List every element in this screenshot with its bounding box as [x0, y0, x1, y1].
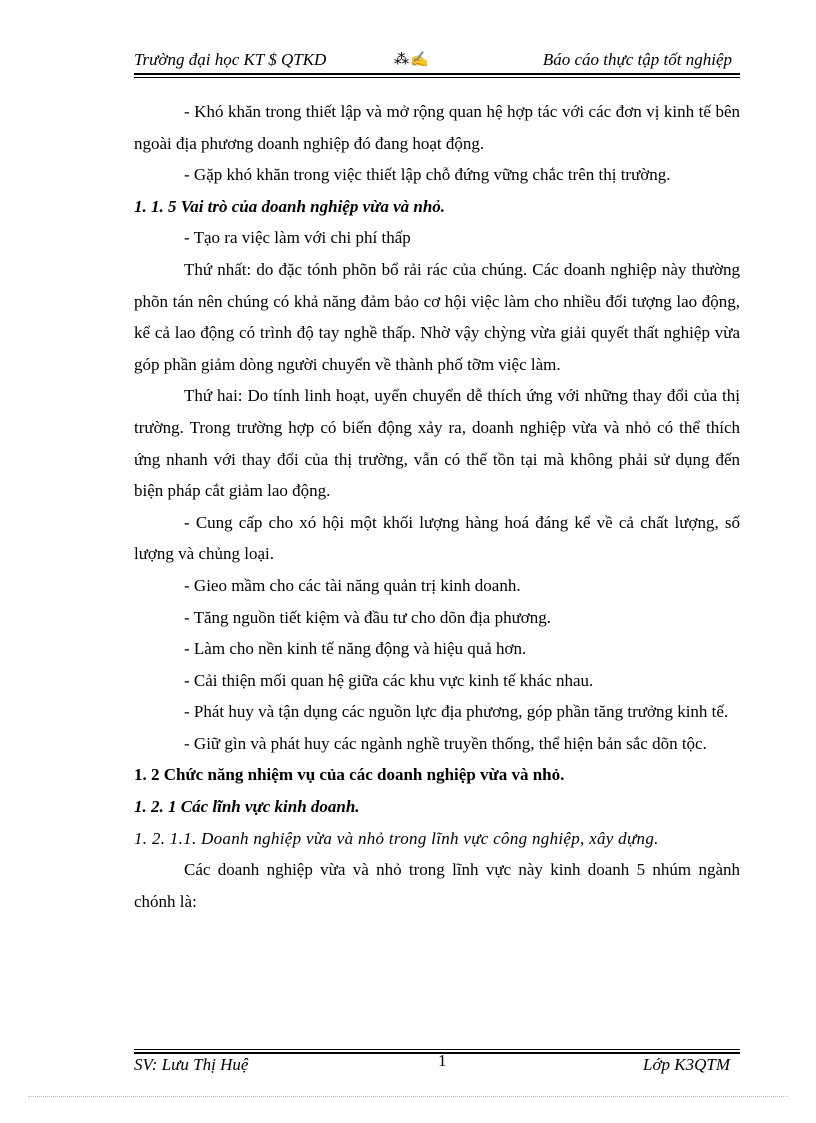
paragraph: - Làm cho nền kinh tế năng động và hiệu quả hơn. [184, 639, 527, 659]
header-school-name: Trường đại học KT $ QTKD [134, 50, 327, 69]
header-rule-thin [134, 77, 740, 78]
section-heading: 1. 1. 5 Vai trò của doanh nghiệp vừa và nhỏ. [134, 196, 446, 216]
footer-class: Lớp K3QTM [642, 1055, 730, 1074]
paragraph: - Phát huy và tận dụng các nguồn lực địa phương, góp phần tăng trưởng kinh tế. [184, 702, 729, 722]
paragraph: Các doanh nghiệp vừa và nhỏ trong lĩnh vực này kinh doanh 5 nhúm ngành chónh là: [134, 860, 740, 911]
page-number: 1 [438, 1051, 447, 1070]
paragraph: - Giữ gìn và phát huy các ngành nghề truyền thống, thể hiện bản sắc dõn tộc. [184, 733, 707, 753]
paragraph: - Cung cấp cho xó hội một khối lượng hàng hoá đáng kể về cả chất lượng, số lượng và chủng loại. [134, 512, 740, 564]
section-heading: 1. 2 Chức năng nhiệm vụ của các doanh nghiệp vừa và nhỏ. [134, 765, 565, 785]
paragraph: Thứ nhất: do đặc tónh phõn bổ rải rác của chúng. Các doanh nghiệp này thường phõn tán nên chúng có khả năng đảm bảo cơ hội việc làm cho nhiều đối tượng lao động, kể cả lao động có trình độ tay nghề thấp. Nhờ vậy chỳng vừa giải quyết thất nghiệp vừa góp phần giảm dòng người chuyển về thành phố tỡm việc làm. [134, 259, 740, 374]
paragraph: - Gieo mầm cho các tài năng quản trị kinh doanh. [184, 575, 521, 595]
sub-subsection-heading: 1. 2. 1.1. Doanh nghiệp vừa và nhỏ trong lĩnh vực công nghiệp, xây dựng. [134, 828, 659, 848]
footer-student-name: SV: Lưu Thị Huệ [134, 1055, 249, 1074]
paragraph: - Tăng nguồn tiết kiệm và đầu tư cho dõn địa phương. [184, 607, 552, 627]
paragraph: Thứ hai: Do tính linh hoạt, uyển chuyển dễ thích ứng với những thay đổi của thị trường. Trong trường hợp có biến động xảy ra, doanh nghiệp vừa và nhỏ có thể thích ứng nhanh với thay đổi của thị trường, vẫn có thể tồn tại mà không phải sử dụng đến biện pháp cắt giảm lao động. [134, 386, 740, 501]
page-body [134, 96, 740, 917]
header-report-title: Báo cáo thực tập tốt nghiệp [542, 50, 732, 69]
page-footer [134, 1051, 740, 1078]
paragraph: - Gặp khó khăn trong việc thiết lập chỗ đứng vững chắc trên thị trường. [184, 165, 671, 185]
subsection-heading: 1. 2. 1 Các lĩnh vực kinh doanh. [134, 797, 360, 817]
page-bottom-dotted-edge [28, 1096, 788, 1097]
footer-rule-thin [134, 1049, 740, 1050]
paragraph: - Cải thiện mối quan hệ giữa các khu vực kinh tế khác nhau. [184, 670, 594, 690]
header-ornament: ⁂✍ [394, 52, 430, 68]
paragraph: - Khó khăn trong thiết lập và mở rộng quan hệ hợp tác với các đơn vị kinh tế bên ngoài địa phương doanh nghiệp đó đang hoạt động. [134, 102, 740, 153]
header-rule-thick [134, 73, 740, 75]
page-header [134, 48, 740, 74]
paragraph: - Tạo ra việc làm với chi phí thấp [184, 228, 411, 248]
